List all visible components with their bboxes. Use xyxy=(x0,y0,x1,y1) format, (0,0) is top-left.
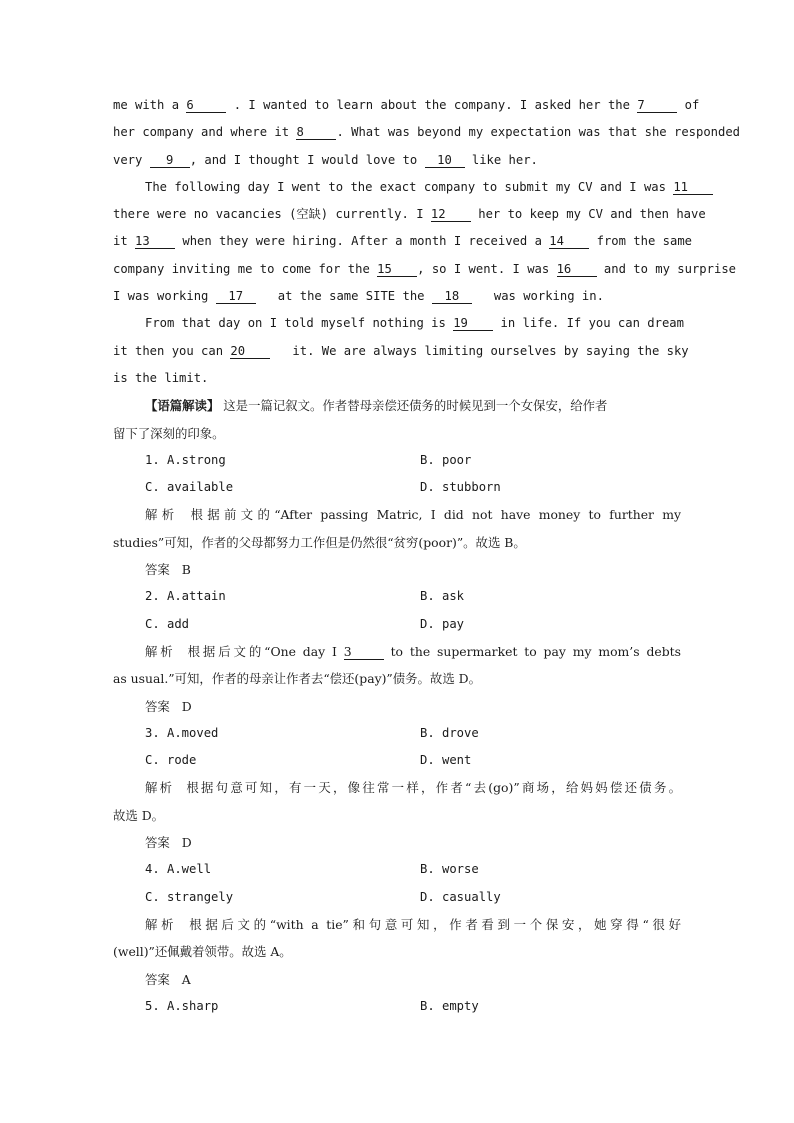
passage-line: very 9 , and I thought I would love to 10 like her. xyxy=(113,152,538,167)
question-5-options: 5. A.sharp B. empty xyxy=(145,998,479,1013)
question-2-analysis-cont: as usual.”可知，作者的母亲让作者去“偿还(pay)”债务。故选 D。 xyxy=(113,671,481,687)
question-3-analysis: 解析 根据句意可知，有一天，像往常一样，作者“去(go)”商场，给妈妈偿还债务。 xyxy=(145,780,682,796)
blank-9: 9 xyxy=(150,153,190,168)
question-4-options: 4. A.well B. worse xyxy=(145,862,479,877)
passage-line: The following day I went to the exact company to submit my CV and I was 11 xyxy=(113,174,681,201)
blank-19: 19 xyxy=(453,316,493,331)
passage-line: I was working 17 at the same SITE the 18 was working in. xyxy=(113,289,604,304)
blank-8: 8 xyxy=(296,125,336,140)
question-4-analysis-cont: (well)”还佩戴着领带。故选 A。 xyxy=(113,944,292,960)
blank-11: 11 xyxy=(673,180,713,195)
blank-10: 10 xyxy=(425,153,465,168)
passage-line: From that day on I told myself nothing is 19 in life. If you can dream xyxy=(145,316,684,331)
question-3-options: 3. A.moved B. drove xyxy=(145,725,479,740)
question-3-answer: 答案 D xyxy=(145,835,192,851)
blank-13: 13 xyxy=(135,234,175,249)
question-1-options: 1. A.strong B. poor xyxy=(145,452,472,467)
question-2-analysis: 解析 根据后文的“One day I 3 to the supermarket to pay my mom’s debts xyxy=(145,643,681,659)
reading-guide xyxy=(113,392,681,419)
blank-6: 6 xyxy=(186,98,226,113)
blank-18: 18 xyxy=(432,289,472,304)
question-1-options: C. available D. stubborn xyxy=(145,480,501,495)
blank-7: 7 xyxy=(637,98,677,113)
question-4-options: C. strangely D. casually xyxy=(145,889,501,904)
blank-3: 3 xyxy=(344,645,384,660)
passage-line: her company and where it 8 . What was beyond my expectation was that she responded xyxy=(113,125,741,140)
blank-17: 17 xyxy=(216,289,256,304)
passage-line: is the limit. xyxy=(113,370,209,385)
reading-guide-text: 这是一篇记叙文。作者替母亲偿还债务的时候见到一个女保安，给作者 xyxy=(223,398,608,414)
blank-15: 15 xyxy=(377,262,417,277)
document-body xyxy=(113,92,741,1020)
passage-line: me with a 6 . I wanted to learn about the company. I asked her the 7 of xyxy=(113,98,700,112)
passage-line: there were no vacancies (空缺) currently. I 12 her to keep my CV and then have xyxy=(113,207,706,222)
question-3-analysis-cont: 故选 D。 xyxy=(113,807,165,823)
question-1-analysis-cont: studies”可知，作者的父母都努力工作但是仍然很“贫穷(poor)”。故选 B。 xyxy=(113,534,526,550)
question-4-analysis: 解析 根据后文的“with a tie”和句意可知，作者看到一个保安，她穿得“很好 xyxy=(145,916,682,932)
blank-20: 20 xyxy=(230,344,270,359)
question-1-answer: 答案 B xyxy=(145,562,191,578)
question-4-answer: 答案 A xyxy=(145,971,191,987)
reading-guide-cont: 留下了深刻的印象。 xyxy=(113,425,225,441)
reading-guide-label: 【语篇解读】 xyxy=(145,398,220,414)
blank-14: 14 xyxy=(549,234,589,249)
question-2-options: C. add D. pay xyxy=(145,616,465,631)
question-1-analysis: 解析 根据前文的“After passing Matric, I did not have money to further my xyxy=(145,507,682,523)
passage-line: company inviting me to come for the 15 , so I went. I was 16 and to my surprise xyxy=(113,261,736,276)
question-3-options: C. rode D. went xyxy=(145,753,472,768)
passage-line: it 13 when they were hiring. After a month I received a 14 from the same xyxy=(113,234,692,249)
blank-16: 16 xyxy=(557,262,597,277)
blank-12: 12 xyxy=(431,207,471,222)
question-2-options: 2. A.attain B. ask xyxy=(145,589,465,604)
passage-line: it then you can 20 it. We are always limiting ourselves by saying the sky xyxy=(113,343,689,358)
question-2-answer: 答案 D xyxy=(145,698,192,714)
